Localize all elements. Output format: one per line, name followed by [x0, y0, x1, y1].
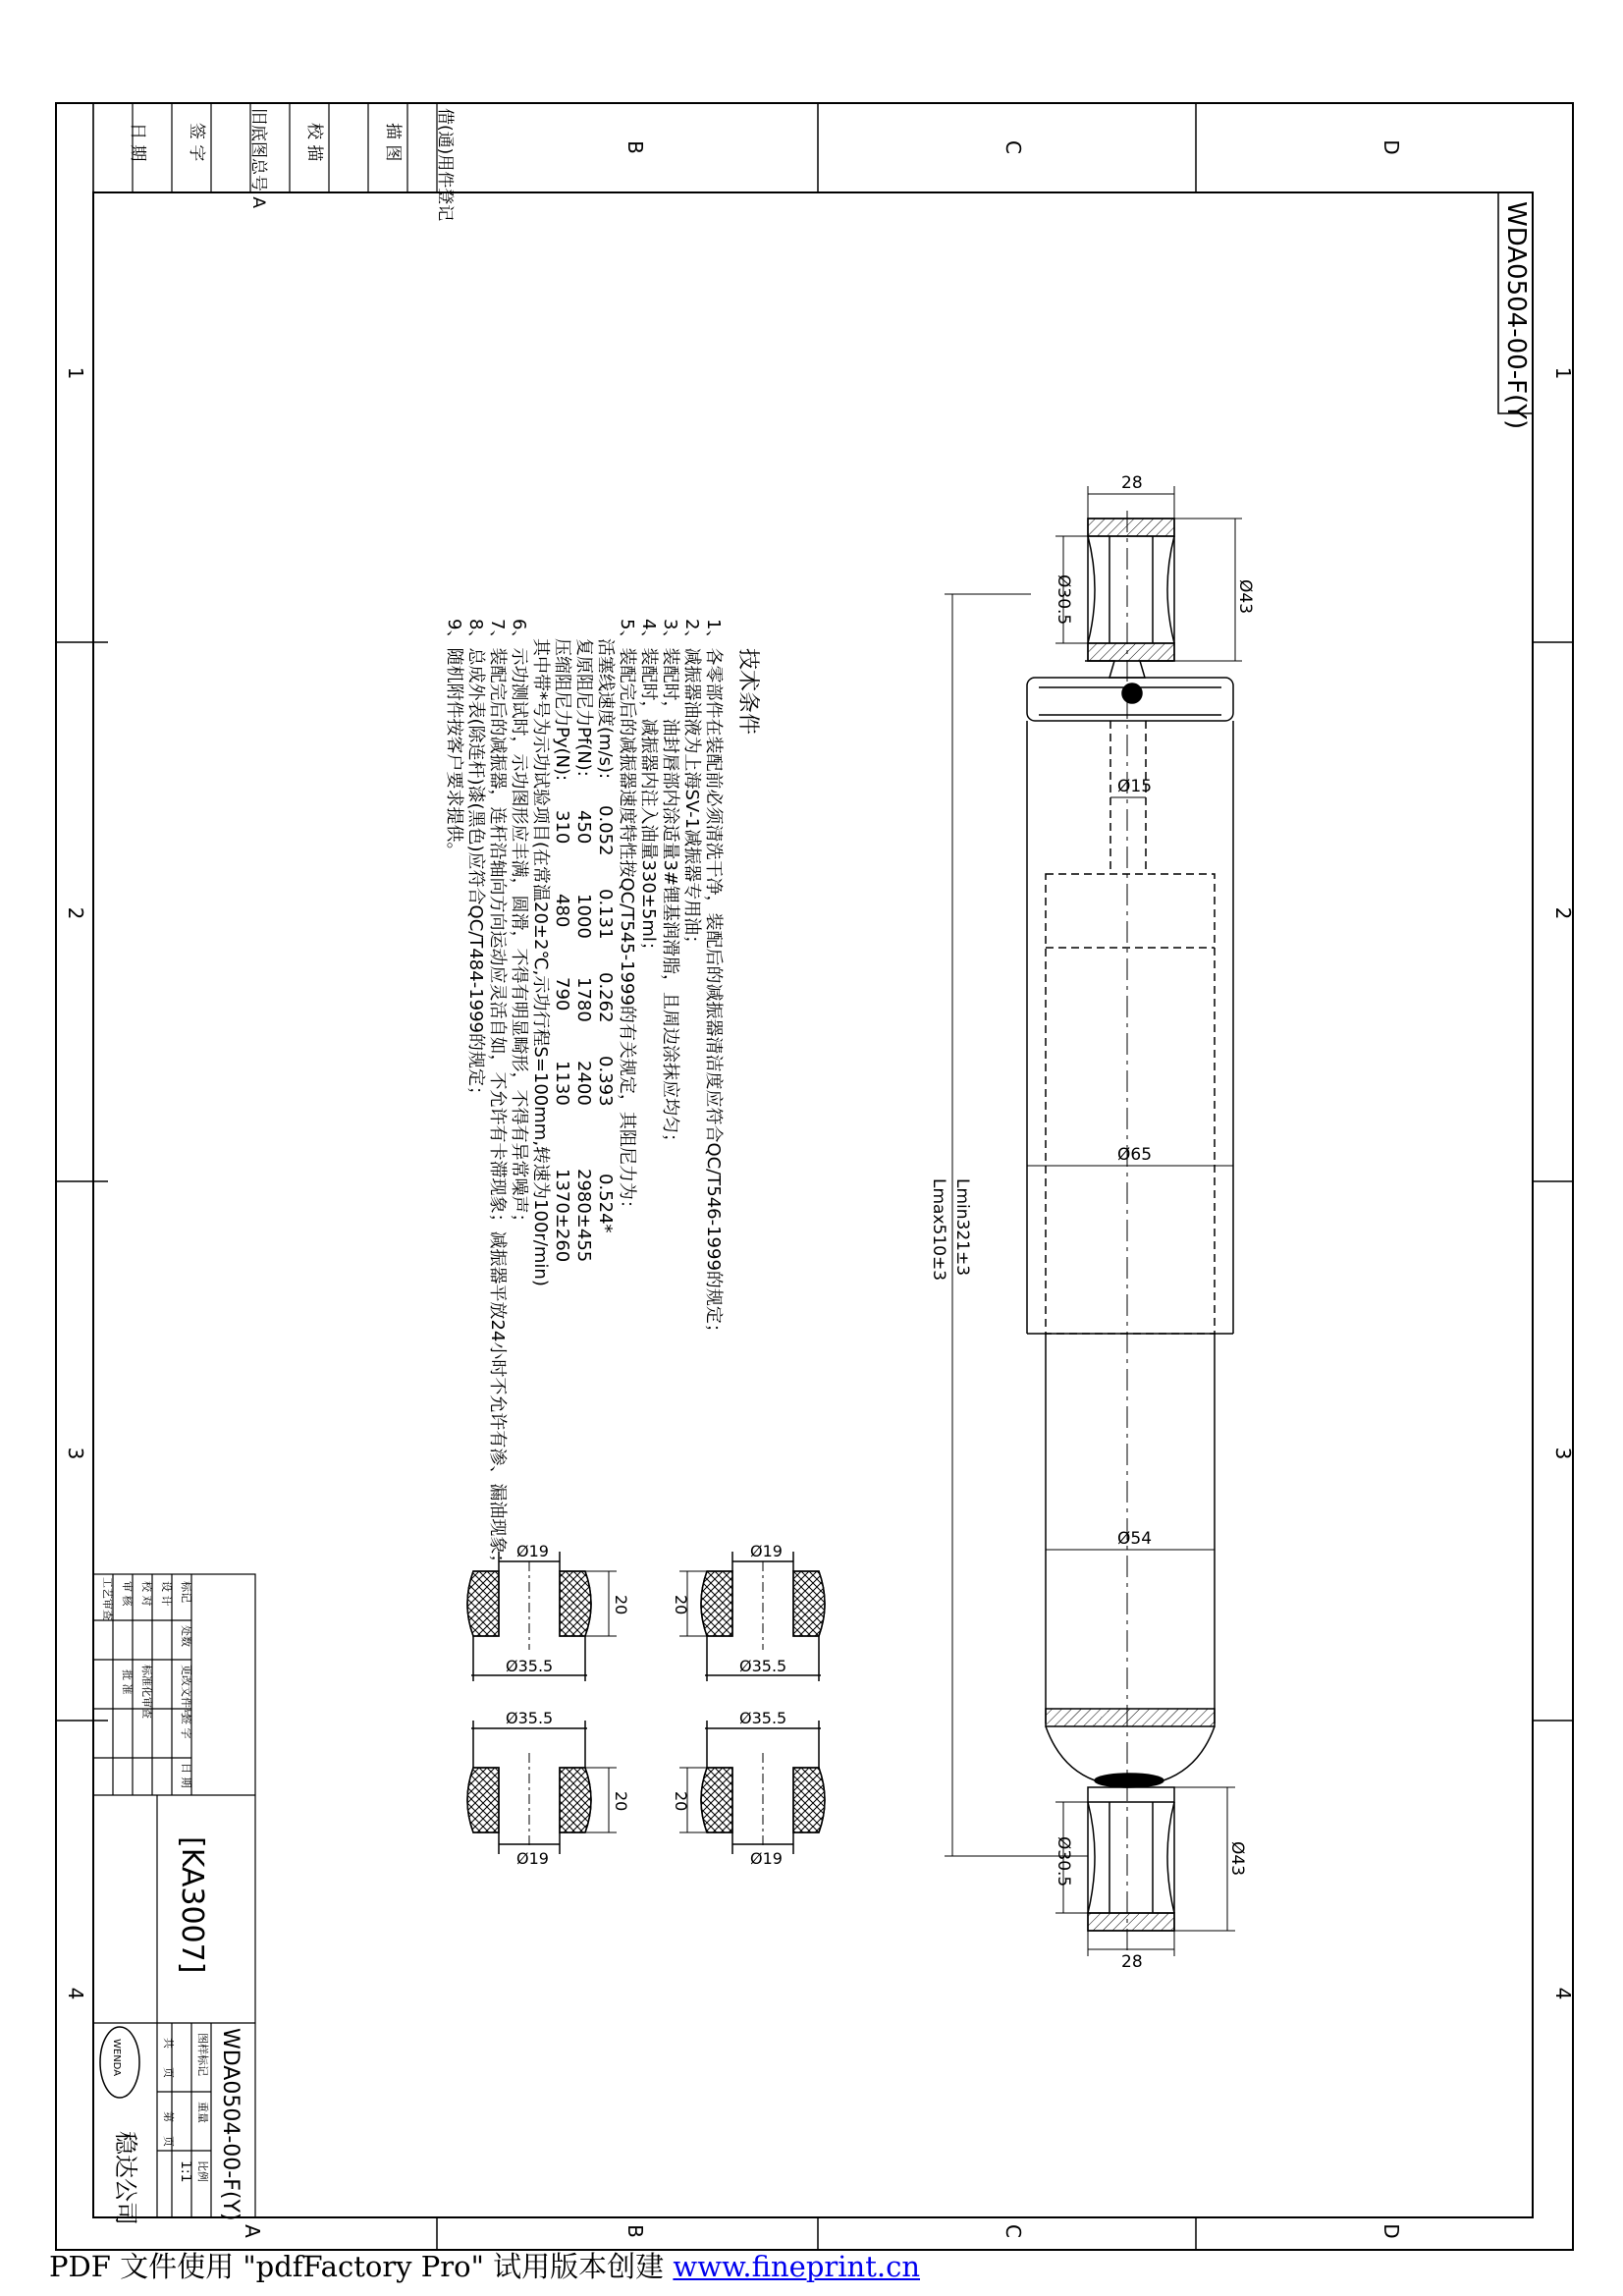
strip-signature: 签 字: [187, 123, 206, 162]
tb-design: 设 计: [160, 1581, 173, 1607]
bush1-height: 20: [612, 1595, 630, 1615]
dim-lmin: Lmin321±3: [952, 1178, 972, 1277]
tb-approve: 批 准: [121, 1669, 134, 1695]
tech-line-9: 9、随机附件按客户要求提供。: [444, 619, 464, 860]
outer-border: [56, 103, 1573, 2250]
tb-scale: 比例: [196, 2160, 209, 2182]
tech-note: 其中带*号为示功试验项目(在常温20±2℃,示功行程S=100mm,转速为100r/min): [530, 638, 551, 1286]
tech-line-6: 6、示功测试时，示功图形应丰满，圆滑，不得有明显畸形，不得有异常噪声；: [509, 619, 529, 1231]
zone-col-c-top: C: [1001, 140, 1025, 154]
compression-5: 1370±260: [552, 1169, 572, 1263]
zone-col-d-top: D: [1380, 139, 1403, 155]
strip-check: 校 描: [304, 123, 324, 162]
tech-line-2: 2、减振器油液为上海SV-1减振器专用油；: [681, 619, 702, 954]
tb-page-b: 页: [162, 2136, 175, 2147]
model-code: [KA3007]: [175, 1836, 209, 1974]
shock-absorber: [1027, 511, 1233, 1954]
dim-eye-width-top: 28: [1121, 473, 1143, 493]
bush4-inner: Ø19: [750, 1849, 783, 1868]
tb-std: 标准化审查: [140, 1665, 153, 1719]
dim-rod: Ø15: [1117, 777, 1153, 796]
bush3-outer: Ø35.5: [506, 1709, 554, 1727]
dim-eye-width-bottom: 28: [1121, 1952, 1143, 1972]
tech-line-7: 7、装配完后的减振器，连杆沿轴向方向运动应灵活自如，不允许有卡滞现象；减振器平放24小时不允许有渗、漏油现象；: [487, 619, 508, 1572]
zone-row-3-left: 3: [64, 1447, 87, 1460]
zone-row-2-left: 2: [64, 906, 87, 920]
tb-date: 日 期: [180, 1763, 192, 1788]
tech-line-5: 5、装配完后的减振器速度特性按QC/T545-1999的有关规定，其阻尼力为：: [617, 619, 637, 1218]
velocity-label: 活塞线速度(m/s):: [595, 638, 616, 780]
bush1-inner: Ø19: [516, 1542, 549, 1560]
tech-line-3: 3、装配时，油封唇部内涂适量3#锂基润滑脂，且周边涂抹应均匀；: [660, 619, 680, 1151]
compression-label: 压缩阻尼力Py(N):: [552, 638, 572, 782]
tb-check: 校 对: [140, 1581, 153, 1607]
compression-1: 310: [552, 810, 572, 845]
tb-sign: 签 字: [180, 1714, 192, 1739]
strip-date: 日 期: [128, 123, 147, 162]
zone-row-4-right: 4: [1551, 1987, 1575, 2000]
drawing-number-top: WDA0504-00-F(Y): [1501, 201, 1531, 430]
compression-4: 1130: [552, 1061, 572, 1106]
dim-body: Ø54: [1117, 1529, 1153, 1549]
zone-row-1-left: 1: [64, 366, 87, 380]
tb-total: 共: [162, 2038, 175, 2049]
tb-process: 工艺审查: [101, 1577, 114, 1620]
main-dimensions: [945, 486, 1242, 1956]
velocity-4: 0.393: [595, 1056, 616, 1107]
zone-row-2-right: 2: [1551, 906, 1575, 920]
svg-text:WENDA: WENDA: [111, 2039, 122, 2077]
zone-col-a-bottom: A: [241, 2224, 264, 2238]
dim-eye-outer-top: Ø43: [1235, 579, 1255, 615]
compression-3: 790: [552, 977, 572, 1011]
zone-col-c-bottom: C: [1001, 2224, 1025, 2238]
tech-title: 技术条件: [735, 648, 760, 736]
velocity-2: 0.131: [595, 889, 616, 940]
bushing-bottom-right: [679, 1721, 825, 1854]
dim-eye-outer-bottom: Ø43: [1227, 1841, 1247, 1877]
zone-row-4-left: 4: [64, 1987, 87, 2000]
footer-text: PDF 文件使用 "pdfFactory Pro" 试用版本创建: [49, 2250, 674, 2283]
company-logo: [100, 2027, 139, 2098]
bush4-height: 20: [672, 1791, 690, 1812]
strip-registry: 借(通)用件登记: [435, 108, 455, 222]
tech-line-1: 1、各零部件在装配前必须清洗干净，装配后的减振器清洁度应符合QC/T546-1999的规定；: [703, 619, 724, 1341]
velocity-3: 0.262: [595, 972, 616, 1023]
dim-eye-inner-bottom: Ø30.5: [1054, 1836, 1073, 1887]
tb-change-doc: 更改文件号: [180, 1665, 192, 1719]
zone-col-b-top: B: [623, 140, 647, 154]
rebound-4: 2400: [573, 1061, 594, 1106]
tb-review: 审 核: [121, 1581, 134, 1607]
tb-drawing-mark: 图样标记: [196, 2033, 209, 2076]
zone-ticks: [56, 103, 1573, 2250]
tb-page-a: 页: [162, 2067, 175, 2078]
zone-row-1-right: 1: [1551, 366, 1575, 380]
velocity-5: 0.524*: [595, 1174, 616, 1233]
tb-mark: 标记: [180, 1581, 192, 1603]
tb-weight: 重量: [196, 2102, 209, 2123]
rebound-label: 复原阻尼力Pf(N):: [573, 638, 594, 777]
tech-line-4: 4、装配时，减振器内注入油量330±5ml；: [638, 619, 659, 959]
technical-conditions: [444, 619, 760, 1571]
tb-seq: 第: [162, 2111, 175, 2122]
zone-col-d-bottom: D: [1380, 2223, 1403, 2239]
rebound-2: 1000: [573, 894, 594, 939]
zone-row-3-right: 3: [1551, 1447, 1575, 1460]
rebound-3: 1780: [573, 977, 594, 1022]
bush3-height: 20: [612, 1791, 630, 1812]
company-name: 稳达公司: [112, 2131, 139, 2225]
bush1-outer: Ø35.5: [506, 1657, 554, 1675]
tech-line-8: 8、总成外表(除连杆)漆(黑色)应符合QC/T484-1999的规定；: [465, 619, 486, 1104]
rebound-5: 2980±455: [573, 1169, 594, 1263]
drawing-number-block: WDA0504-00-F(Y): [218, 2028, 243, 2221]
rebound-1: 450: [573, 810, 594, 845]
bush3-inner: Ø19: [516, 1849, 549, 1868]
strip-old-number: 旧底图总号 A: [248, 108, 268, 209]
tb-count: 处数: [180, 1625, 192, 1647]
bush2-outer: Ø35.5: [739, 1657, 787, 1675]
velocity-1: 0.052: [595, 805, 616, 856]
bush2-inner: Ø19: [750, 1542, 783, 1560]
compression-2: 480: [552, 894, 572, 928]
zone-col-b-bottom: B: [623, 2224, 647, 2238]
dim-dust-cover: Ø65: [1117, 1145, 1153, 1165]
pdf-footer: [49, 2245, 920, 2285]
bushing-bottom-left: [467, 1721, 617, 1854]
strip-tracing: 描 图: [383, 123, 403, 162]
bush4-outer: Ø35.5: [739, 1709, 787, 1727]
dim-eye-inner-top: Ø30.5: [1054, 574, 1073, 626]
dim-lmax: Lmax510±3: [929, 1178, 948, 1282]
scale-value: 1:1: [178, 2160, 193, 2183]
footer-link[interactable]: www.fineprint.cn: [673, 2250, 921, 2283]
bush2-height: 20: [672, 1595, 690, 1615]
inner-border: [93, 192, 1533, 2217]
